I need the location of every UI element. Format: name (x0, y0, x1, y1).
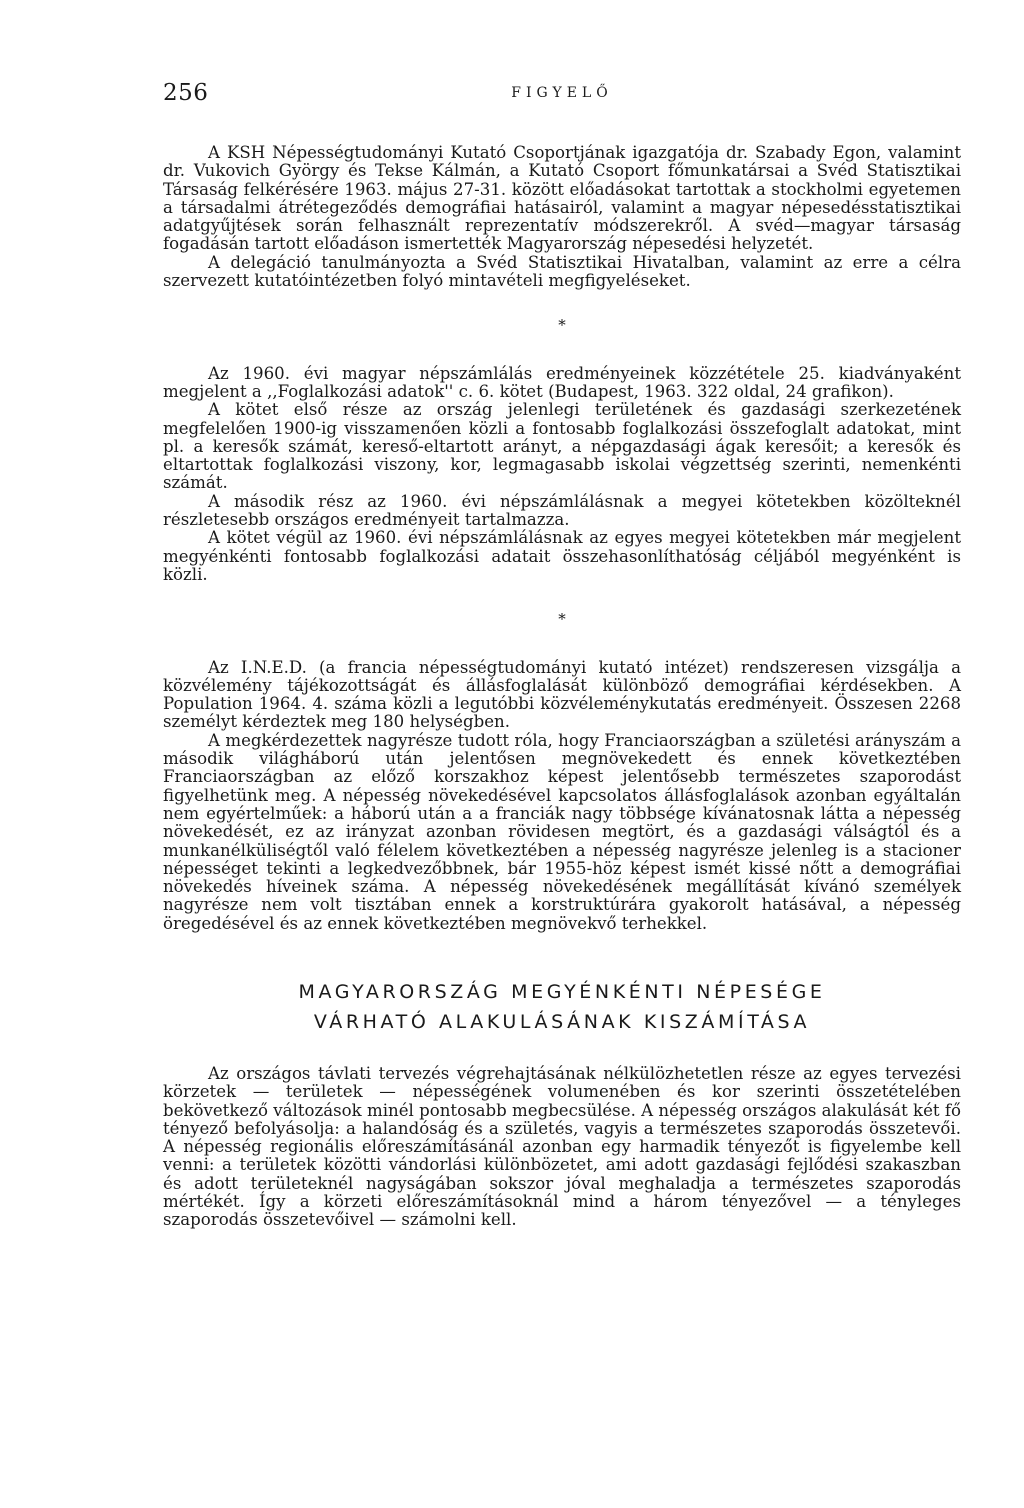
paragraph: Az 1960. évi magyar népszámlálás eredményeinek közzététele 25. kiadványaként megjelent a ,,Foglalkozási adatok'' c. 6. kötet (Budapest, 1963. 322 oldal, 24 grafikon). (163, 363, 961, 401)
page-number: 256 (163, 80, 209, 106)
news-item-ksh-delegation (163, 144, 961, 290)
article-title-line: VÁRHATÓ ALAKULÁSÁNAK KISZÁMÍTÁSA (313, 1010, 811, 1033)
paragraph: A kötet végül az 1960. évi népszámlálásnak az egyes megyei kötetekben már megjelent megyénkénti fontosabb foglalkozási adatait összehasonlíthatóság céljából megyénként is közli. (163, 528, 961, 584)
section-separator: * (558, 316, 566, 335)
paragraph: Az országos távlati tervezés végrehajtásának nélkülözhetetlen része az egyes tervezési körzetek — területek — népességének volumenében és kor szerinti összetételében bekövetkező változások minél pontosabb megbecsülése. A népesség országos alakulását két fő tényező befolyásolja: a halandóság és a születés, vagyis a természetes szaporodás összetevői. A népesség regionális előreszámításánál azonban egy harmadik tényezőt is figyelembe kell venni: a területek közötti vándorlási különbözetet, ami adott gazdasági fejlődési szakaszban és adott területeknél nagyságában sokszor jóval meghaladja a természetes szaporodás mértékét. Így a körzeti előreszámításoknál mind a három tényezővel — a tényleges szaporodás összetevőivel — számolni kell. (163, 1063, 961, 1230)
page-header (163, 78, 961, 108)
article-title (163, 977, 961, 1037)
paragraph: A KSH Népességtudományi Kutató Csoportjának igazgatója dr. Szabady Egon, valamint dr. Vukovich György és Tekse Kálmán, a Kutató Csoport főmunkatársai a Svéd Statisztikai Társaság felkérésére 1963. május 27-31. között előadásokat tartottak a stockholmi egyetemen a társadalmi átrétegeződés demográfiai hatásairól, valamint a magyar népesedésstatisztikai adatgyűjtések során felhasznált reprezentatív módszerekről. A svéd—magyar társaság fogadásán tartott előadáson ismertették Magyarország népesedési helyzetét. (163, 143, 961, 254)
news-item-ined-survey (163, 659, 961, 933)
page-body (163, 144, 961, 1230)
paragraph: A delegáció tanulmányozta a Svéd Statisztikai Hivatalban, valamint az erre a célra szervezett kutatóintézetben folyó mintavételi megfigyeléseket. (163, 252, 961, 291)
running-head: FIGYELŐ (511, 85, 613, 101)
article-title-line: MAGYARORSZÁG MEGYÉNKÉNTI NÉPESÉGE (298, 980, 826, 1003)
paragraph: Az I.N.E.D. (a francia népességtudományi kutató intézet) rendszeresen vizsgálja a közvélemény tájékozottságát és állásfoglalását különböző demográfiai kérdésekben. A Population 1964. 4. száma közli a legutóbbi közvéleménykutatás eredményeit. Összesen 2268 személyt kérdeztek meg 180 helységben. (163, 657, 961, 732)
news-item-census-publication (163, 365, 961, 585)
section-separator: * (558, 610, 566, 629)
paragraph: A második rész az 1960. évi népszámlálásnak a megyei kötetekben közölteknél részletesebb országos eredményeit tartalmazza. (163, 491, 961, 530)
paragraph: A megkérdezettek nagyrésze tudott róla, hogy Franciaországban a születési arányszám a második világháború után jelentősen megnövekedett és ennek következtében Franciaországban az előző korszakhoz képest jelentősebb természetes szaporodást figyelhetünk meg. A népesség növekedésével kapcsolatos állásfoglalások azonban egyáltalán nem egyértelműek: a háború után a a franciák nagy többsége kívánatosnak látta a népesség növekedését, ez az irányzat azonban rövidesen megtört, és a gazdasági válságtól és a munkanélküliségtől való félelem következtében a népesség nagyrésze jelenleg is a stacioner népességet tekinti a legkedvezőbbnek, bár 1955-höz képest ismét kissé nőtt a demográfiai növekedés híveinek száma. A népesség növekedésének megállítását kívánó személyek nagyrésze nem volt tisztában ennek a korstruktúrára gyakorolt hatásával, a népesség öregedésével és az ennek következtében megnövekvő terhekkel. (163, 730, 961, 933)
article-body (163, 1065, 961, 1230)
paragraph: A kötet első része az ország jelenlegi területének és gazdasági szerkezetének megfelelően 1900-ig visszamenően közli a fontosabb foglalkozási összefoglalt adatokat, mint pl. a keresők számát, kereső-eltartott arányt, a népgazdasági ágak keresőit; a keresők és eltartottak foglalkozási viszony, kor, legmagasabb iskolai végzettség szerinti, nemenkénti számát. (163, 400, 961, 493)
